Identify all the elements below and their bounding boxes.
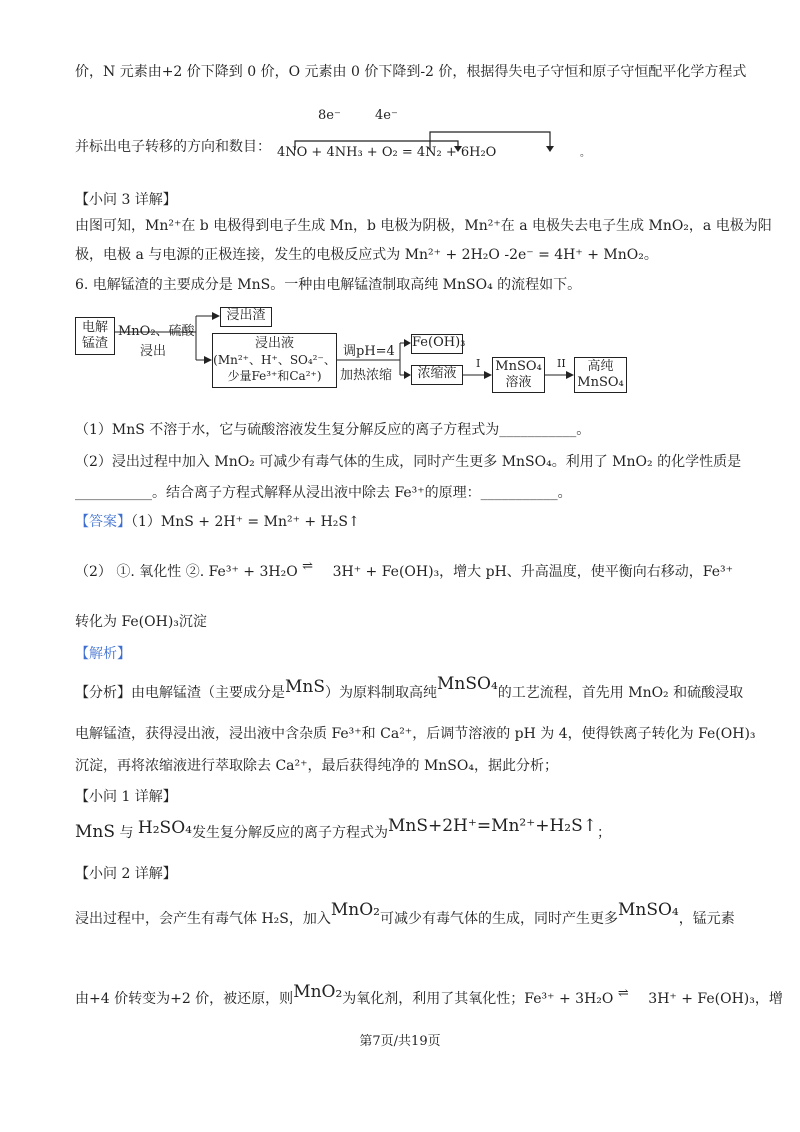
text-line: 由图可知，Mn²⁺在 b 电极得到电子生成 Mn，b 电极为阴极，Mn²⁺在 a 电极失去电子生成 MnO₂，a 电极为阳 xyxy=(75,218,772,234)
answer-line3: 转化为 Fe(OH)₃沉淀 xyxy=(75,614,207,630)
box-manganese-residue: 电解 锰渣 xyxy=(75,317,115,355)
text-line: 价，N 元素由+2 价下降到 0 价，O 元素由 0 价下降到-2 价，根据得失电子守恒和原子守恒配平化学方程式 xyxy=(75,64,747,80)
detail-1-line: MnS 与 H₂SO₄发生复分解反应的离子方程式为MnS+2H⁺=Mn²⁺+H₂S↑； xyxy=(75,816,611,842)
box-leach-liquid: 浸出液 (Mn²⁺、H⁺、SO₄²⁻、 少量Fe³⁺和Ca²⁺) xyxy=(212,333,337,388)
analysis-line3: 沉淀，再将浓缩液进行萃取除去 Ca²⁺，最后获得纯净的 MnSO₄，据此分析； xyxy=(75,758,558,774)
balanced-equation: 4NO + 4NH₃ + O₂ = 4N₂ + 6H₂O xyxy=(277,145,497,160)
label-leach-reagents: MnO₂、硫酸 xyxy=(118,324,195,339)
label-leach: 浸出 xyxy=(140,344,167,359)
question-2-line1: （2）浸出过程中加入 MnO₂ 可减少有毒气体的生成，同时产生更多 MnSO₄。利用了 MnO₂ 的化学性质是 xyxy=(75,454,742,470)
text-line: 极，电极 a 与电源的正极连接，发生的电极反应式为 Mn²⁺ + 2H₂O -2e⁻ = 4H⁺ + MnO₂。 xyxy=(75,247,658,263)
box-fe-hydroxide: Fe(OH)₃ xyxy=(411,334,463,354)
answer-line2: （2） ①. 氧化性 ②. Fe³⁺ + 3H₂O ⇌ 3H⁺ + Fe(OH)₃，增大 pH、升高温度，使平衡向右移动，Fe³⁺ xyxy=(75,559,734,580)
section-heading: 【小问 1 详解】 xyxy=(75,789,177,805)
section-heading: 【小问 3 详解】 xyxy=(75,192,177,208)
equilibrium-arrow-icon: ⇌ xyxy=(617,986,629,1001)
label-heat-concentrate: 加热浓缩 xyxy=(340,368,393,383)
question-2-line2: ___________。结合离子方程式解释从浸出液中除去 Fe³⁺的原理：___________。 xyxy=(75,485,572,501)
page-footer: 第7页/共19页 xyxy=(359,1034,441,1049)
analysis-tag: 【解析】 xyxy=(75,646,131,662)
text-line: 并标出电子转移的方向和数目： xyxy=(75,139,271,155)
detail-2-line1: 浸出过程中，会产生有毒气体 H₂S，加入MnO₂可减少有毒气体的生成，同时产生更多MnSO₄，锰元素 xyxy=(75,900,735,927)
equilibrium-arrow-icon: ⇌ xyxy=(302,559,314,574)
box-pure-mnso4: 高纯 MnSO₄ xyxy=(574,357,627,393)
box-leach-slag: 浸出渣 xyxy=(220,307,272,327)
answer-line1: 【答案】（1）MnS + 2H⁺ = Mn²⁺ + H₂S↑ xyxy=(75,514,360,530)
label-step-I: I xyxy=(476,357,481,370)
electron-count-4: 4e⁻ xyxy=(375,108,398,123)
analysis-line2: 电解锰渣，获得浸出液，浸出液中含杂质 Fe³⁺和 Ca²⁺，后调节溶液的 pH 为 4，使得铁离子转化为 Fe(OH)₃ xyxy=(75,726,756,742)
box-mnso4-solution: MnSO₄ 溶液 xyxy=(492,357,545,393)
electron-count-8: 8e⁻ xyxy=(318,108,341,123)
box-concentrate: 浓缩液 xyxy=(411,365,463,385)
question-6: 6. 电解锰渣的主要成分是 MnS。一种由电解锰渣制取高纯 MnSO₄ 的流程如下。 xyxy=(75,277,582,293)
label-adjust-ph: 调pH=4 xyxy=(343,344,395,359)
equation-mark: 。 xyxy=(580,148,590,159)
detail-2-line2: 由+4 价转变为+2 价，被还原，则MnO₂为氧化剂，利用了其氧化性；Fe³⁺ + 3H₂O ⇌ 3H⁺ + Fe(OH)₃，增 xyxy=(75,982,783,1007)
label-step-II: II xyxy=(557,357,566,370)
answer-tag: 【答案】 xyxy=(75,514,131,530)
analysis-line1: 【分析】由电解锰渣（主要成分是MnS）为原料制取高纯MnSO₄的工艺流程，首先用 MnO₂ 和硫酸浸取 xyxy=(75,674,744,701)
section-heading: 【小问 2 详解】 xyxy=(75,866,177,882)
question-1: （1）MnS 不溶于水，它与硫酸溶液发生复分解反应的离子方程式为___________。 xyxy=(75,422,591,438)
